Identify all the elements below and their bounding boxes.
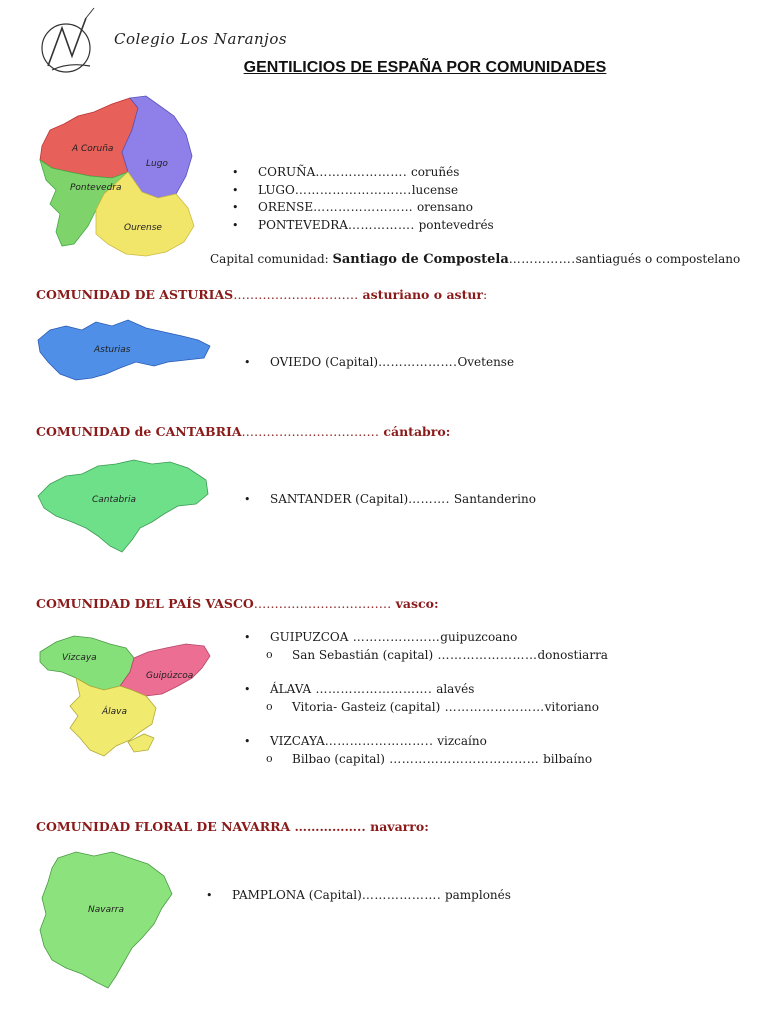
place-name: ORENSE [258, 200, 314, 214]
demonym: lucense [411, 182, 459, 197]
page-title-wrap [0, 57, 768, 77]
community-name: COMUNIDAD de CANTABRIA [36, 424, 242, 439]
map-label-alava: Álava [102, 707, 128, 717]
community-demonym: cántabro [379, 424, 446, 439]
capital-demonym: santiagués o compostelano [575, 252, 741, 266]
map-label-pontevedra: Pontevedra [70, 183, 122, 193]
map-label-cantabria: Cantabria [92, 495, 136, 505]
community-name: COMUNIDAD FLORAL DE NAVARRA [36, 819, 291, 834]
navarra-heading [36, 819, 429, 834]
map-label-asturias: Asturias [94, 345, 131, 355]
asturias-map [36, 316, 212, 384]
galicia-list [232, 164, 494, 234]
dot-leader: …………………………… [241, 424, 380, 439]
capital-name: Santiago de Compostela [332, 252, 509, 267]
map-region-vizcaya [40, 636, 134, 690]
list-item [232, 164, 494, 182]
list-item [244, 354, 514, 372]
dot-leader: ………………………. [311, 682, 433, 696]
sub-list-item [244, 751, 608, 769]
community-name: COMUNIDAD DE ASTURIAS [36, 287, 234, 302]
demonym: bilbaíno [539, 751, 593, 766]
place-name: PONTEVEDRA [258, 217, 348, 232]
galicia-map [34, 94, 202, 260]
dot-leader: …………………… [313, 200, 414, 214]
place-name: GUIPUZCOA [270, 630, 349, 644]
place-name: ÁLAVA [270, 682, 312, 696]
list-item [232, 182, 494, 200]
demonym: coruñés [407, 165, 460, 179]
navarra-list [206, 887, 511, 905]
map-label-ourense: Ourense [124, 223, 162, 233]
sub-list-item [244, 699, 608, 717]
capital-prefix: Capital comunidad [210, 252, 325, 266]
colon-separator: : [424, 819, 429, 834]
list-item [232, 199, 494, 217]
list-item [244, 681, 608, 699]
dot-leader: …………………….. [324, 734, 434, 748]
cantabria-map [36, 456, 212, 556]
demonym: pontevedrés [414, 217, 494, 232]
list-item [244, 629, 608, 647]
page-title: GENTILICIOS DE ESPAÑA POR COMUNIDADES [243, 59, 607, 76]
demonym: vizcaíno [433, 734, 487, 748]
demonym: donostiarra [537, 647, 608, 662]
community-demonym: asturiano o astur [358, 287, 484, 302]
demonym: Santanderino [450, 492, 536, 506]
asturias-list [244, 354, 514, 372]
dot-leader: ……………. [508, 252, 576, 266]
place-name: LUGO [258, 182, 295, 197]
place-name: PAMPLONA (Capital) [232, 888, 362, 902]
dot-leader: …………………… [433, 647, 538, 662]
demonym: Ovetense [457, 355, 515, 369]
asturias-heading [36, 287, 487, 302]
place-name: San Sebastián (capital) [292, 647, 434, 662]
place-name: VIZCAYA [270, 734, 325, 748]
demonym: alavés [432, 682, 475, 696]
community-demonym: vasco [391, 596, 434, 611]
demonym: pamplonés [441, 888, 511, 902]
map-label-navarra: Navarra [88, 905, 125, 915]
list-item [206, 887, 511, 905]
dot-leader: ………………………… [233, 287, 359, 302]
map-region-coruna [40, 98, 138, 178]
colon-separator: : [324, 252, 333, 266]
school-name: Colegio Los Naranjos [114, 30, 288, 48]
place-name: CORUÑA [258, 165, 316, 179]
dot-leader: ……………. [347, 217, 415, 232]
dot-leader: ………………… [348, 630, 441, 644]
place-name: OVIEDO (Capital) [270, 355, 379, 369]
map-label-lugo: Lugo [146, 159, 168, 169]
place-name: Bilbao (capital) [292, 751, 385, 766]
dot-leader: …………….. [290, 819, 366, 834]
pais-vasco-list [244, 629, 608, 768]
map-label-guipuzcoa: Guipúzcoa [146, 671, 194, 681]
colon-separator: : [483, 287, 488, 302]
demonym: vitoriano [544, 699, 599, 714]
navarra-map [36, 850, 176, 992]
pais-vasco-map [36, 628, 212, 764]
demonym: guipuzcoano [440, 630, 518, 644]
demonym: orensano [413, 200, 473, 214]
place-name: SANTANDER (Capital) [270, 492, 409, 506]
dot-leader: ………………. [378, 355, 458, 369]
cantabria-heading [36, 424, 450, 439]
dot-leader: ……………………………… [384, 751, 540, 766]
community-demonym: navarro [365, 819, 425, 834]
dot-leader: ………. [408, 492, 450, 506]
colon-separator: : [445, 424, 451, 439]
place-name: Vitoria- Gasteiz (capital) [292, 699, 441, 714]
pais-vasco-heading [36, 596, 439, 611]
map-label-coruna: A Coruña [72, 144, 114, 154]
list-item [232, 217, 494, 235]
community-name: COMUNIDAD DEL PAÍS VASCO [36, 596, 254, 611]
dot-leader: …………………. [315, 165, 408, 179]
galicia-capital-line [210, 252, 740, 267]
dot-leader: …………………………… [253, 596, 392, 611]
dot-leader: ………………………. [294, 182, 412, 197]
colon-separator: : [434, 596, 439, 611]
map-region-guipuzcoa [120, 644, 210, 696]
dot-leader: ………………. [361, 888, 442, 902]
list-item [244, 733, 608, 751]
spacer [244, 664, 608, 681]
dot-leader: …………………… [440, 699, 545, 714]
sub-list-item [244, 647, 608, 665]
map-label-vizcaya: Vizcaya [62, 653, 97, 663]
spacer [244, 716, 608, 733]
cantabria-list [244, 491, 536, 509]
list-item [244, 491, 536, 509]
